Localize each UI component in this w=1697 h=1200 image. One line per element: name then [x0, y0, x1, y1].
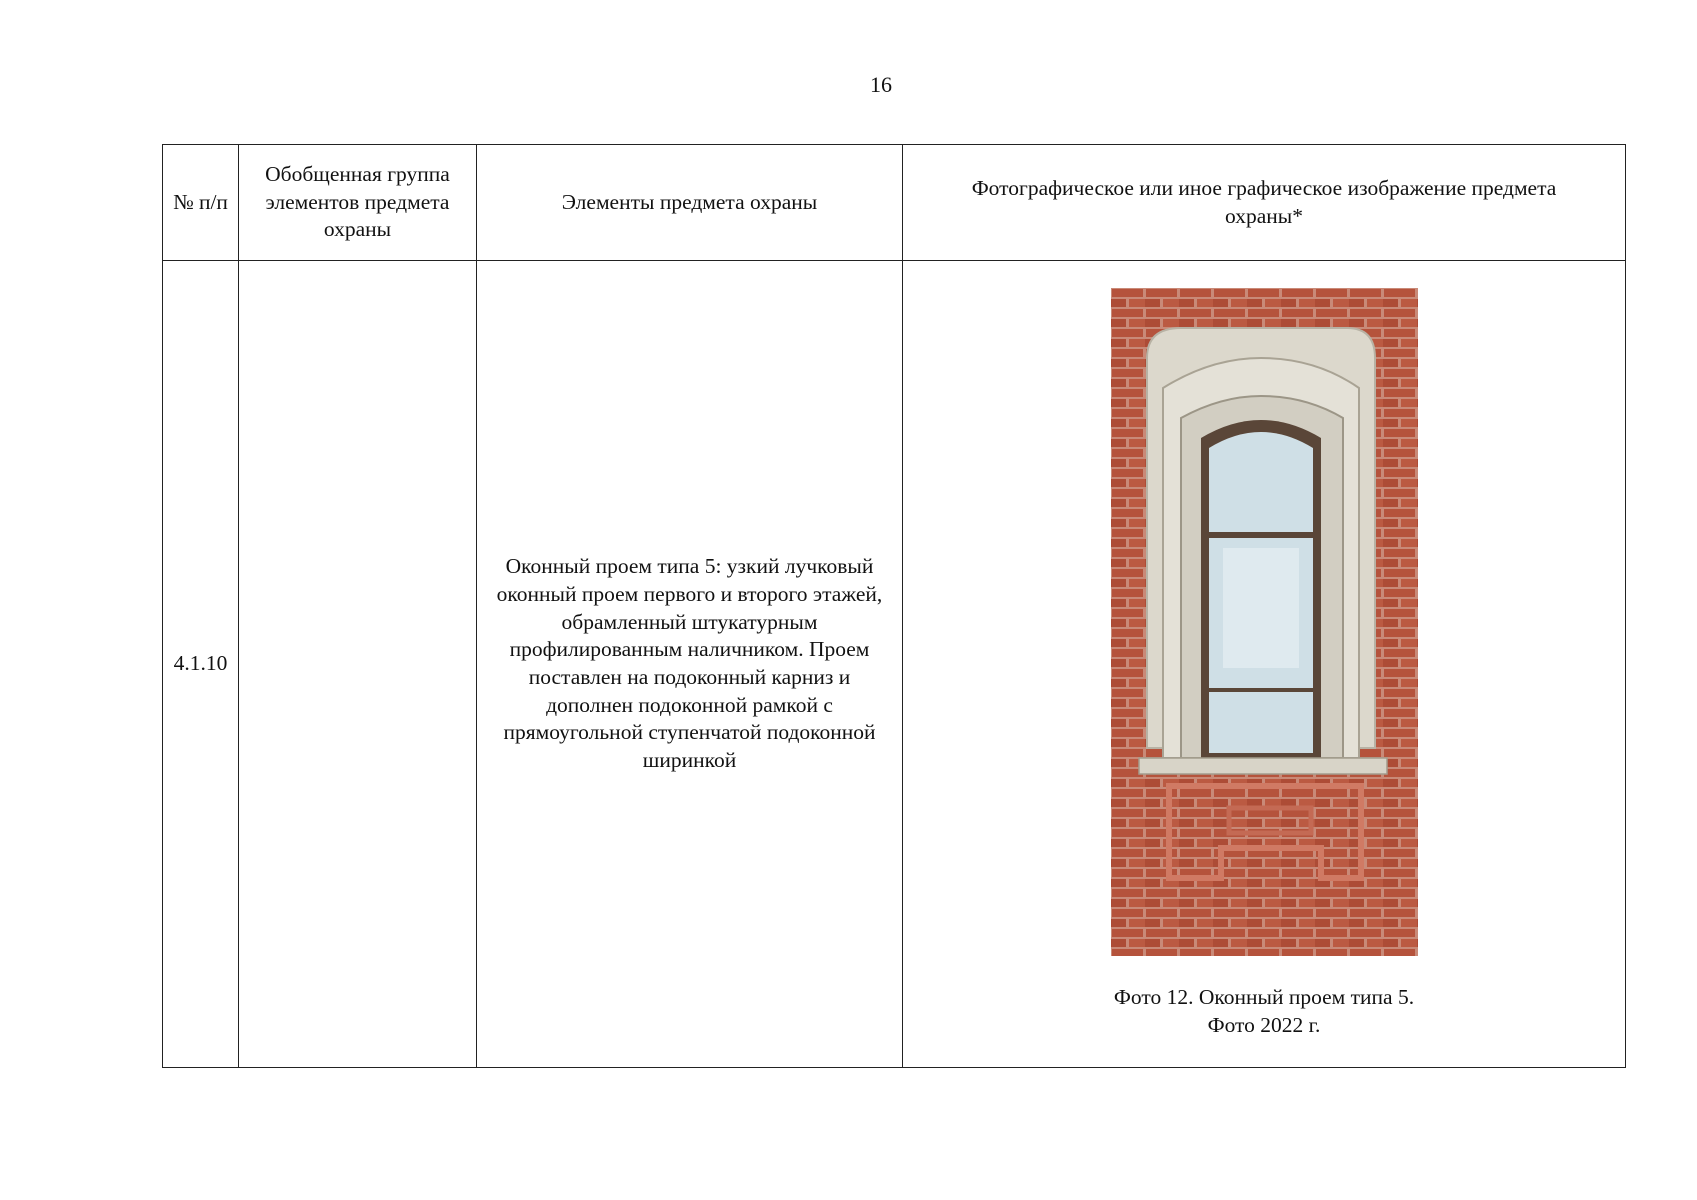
header-number: № п/п: [163, 145, 239, 261]
window-photo: [1111, 288, 1418, 956]
page-number: 16: [870, 72, 892, 97]
row-number: 4.1.10: [163, 261, 239, 1068]
row-group: [239, 261, 477, 1068]
table-header-row: [163, 145, 1626, 261]
header-group: Обобщенная группа элементов предмета охраны: [239, 145, 477, 261]
window-sill: [1139, 758, 1387, 774]
table-row: [163, 261, 1626, 1068]
photo-caption-line1: Фото 12. Оконный проем типа 5.: [1113, 985, 1415, 1009]
protection-table: [162, 144, 1626, 1068]
row-description: Оконный проем типа 5: узкий лучковый оконный проем первого и второго этажей, обрамленный штукатурным профилированным наличником. Проем поставлен на подоконный карниз и дополнен подоконной рамкой с прямоугольной ступенчатой подоконной ширинкой: [477, 261, 903, 1068]
row-photo-cell: [903, 261, 1626, 1068]
header-photo: Фотографическое или иное графическое изображение предмета охраны*: [903, 145, 1626, 261]
header-elements: Элементы предмета охраны: [477, 145, 903, 261]
photo-caption: [1114, 984, 1414, 1040]
photo-caption-line2: Фото 2022 г.: [1207, 1012, 1321, 1037]
